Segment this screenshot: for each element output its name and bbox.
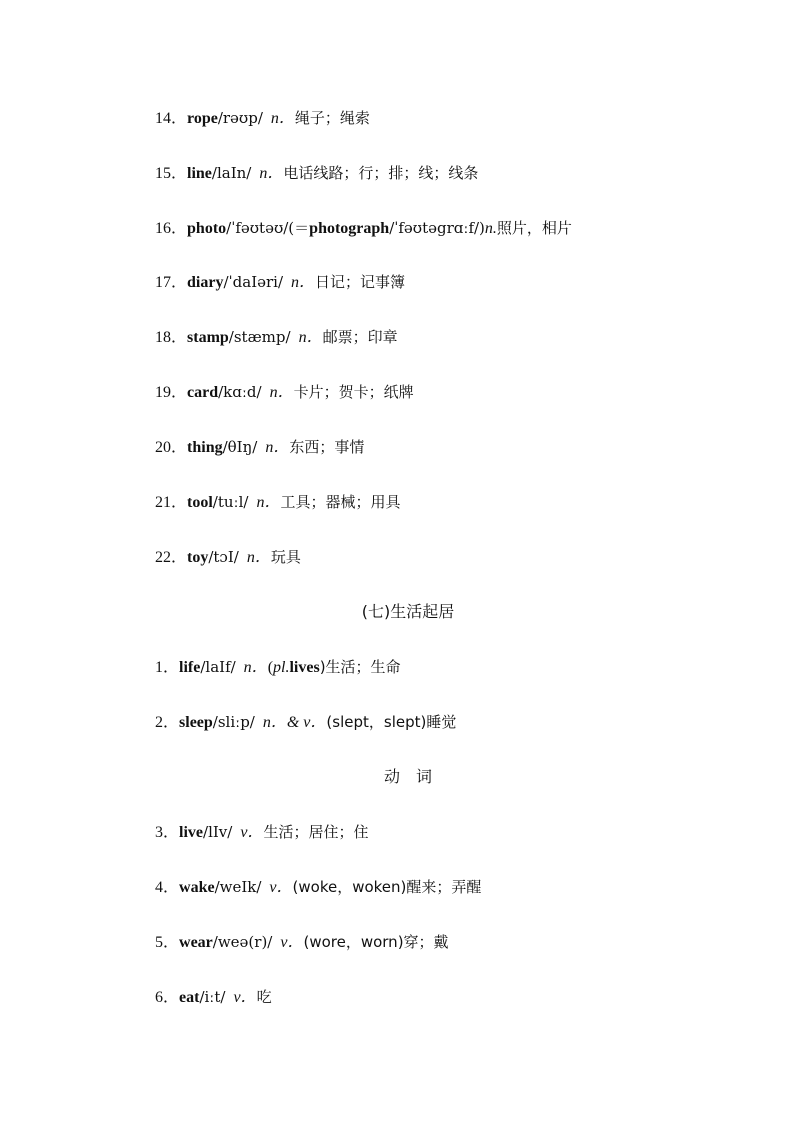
entry-number: 17． (155, 274, 188, 291)
entry-pos: n． (270, 110, 295, 127)
vocab-entry-wear (155, 930, 449, 954)
entry-phonetic: /weə(r)/ (212, 933, 273, 951)
entry-phonetic: /ˈfəʊtəʊ/(＝ (226, 219, 310, 237)
entry-meaning: 绳子；绳索 (294, 109, 370, 127)
entry-word: live (179, 824, 204, 841)
entry-number: 16． (155, 220, 188, 237)
vocab-entry-toy (155, 545, 301, 569)
entry-word: life (179, 659, 201, 676)
entry-phonetic: /ˈdaIəri/ (223, 273, 284, 291)
vocab-entry-stamp (155, 325, 398, 349)
vocab-entry-live (155, 820, 368, 844)
entry-phonetic-alt: /ˈfəʊtəgrɑːf/) (389, 219, 485, 237)
entry-number: 14． (155, 110, 188, 127)
entry-phonetic: /laIf/ (200, 658, 236, 676)
entry-phonetic: /stæmp/ (228, 328, 291, 346)
entry-pos: n． (256, 494, 281, 511)
entry-phonetic: /sliːp/ (212, 713, 255, 731)
entry-word: wear (179, 934, 213, 951)
entry-number: 4． (155, 879, 180, 896)
entry-meaning: 照片，相片 (496, 219, 572, 237)
vocab-entry-tool (155, 490, 400, 514)
entry-number: 15． (155, 165, 188, 182)
entry-number: 21． (155, 494, 188, 511)
entry-meaning: 吃 (256, 988, 272, 1006)
vocab-entry-sleep (155, 710, 456, 734)
entry-pos: n． (243, 659, 268, 676)
entry-word: toy (187, 549, 209, 566)
entry-meaning: 邮票；印章 (322, 328, 398, 346)
entry-meaning: (woke，woken)醒来；弄醒 (292, 878, 482, 896)
vocab-entry-life (155, 655, 401, 679)
entry-pos: n. (484, 220, 497, 237)
entry-phonetic: /weIk/ (214, 878, 262, 896)
entry-phonetic: /rəʊp/ (217, 109, 263, 127)
entry-meaning: (slept，slept)睡觉 (326, 713, 457, 731)
entry-phonetic: /lIv/ (203, 823, 233, 841)
entry-number: 22． (155, 549, 188, 566)
entry-number: 1． (155, 659, 180, 676)
entry-number: 3． (155, 824, 180, 841)
entry-pos: n． (246, 549, 271, 566)
entry-word: photo (187, 220, 227, 237)
subsection-heading: 动 词 (383, 767, 432, 786)
vocab-entry-thing (155, 435, 364, 459)
entry-pos: v． (280, 934, 304, 951)
entry-pos: n． (291, 274, 316, 291)
vocab-entry-line (155, 161, 478, 185)
entry-pos: n． (298, 329, 323, 346)
entry-word: thing (187, 439, 223, 456)
entry-meaning: 东西；事情 (289, 438, 365, 456)
entry-phonetic: /tuːl/ (212, 493, 249, 511)
vocab-entry-rope (155, 106, 370, 130)
entry-meaning: )生活；生命 (319, 658, 401, 676)
entry-pos: n． (269, 384, 294, 401)
entry-meaning: 电话线路；行；排；线；线条 (283, 164, 479, 182)
entry-word: stamp (187, 329, 229, 346)
entry-phonetic: /θIŋ/ (222, 438, 258, 456)
entry-number: 5． (155, 934, 180, 951)
entry-word: eat (179, 989, 200, 1006)
entry-word: sleep (179, 714, 213, 731)
entry-pos: n．& v． (262, 714, 327, 731)
entry-word: tool (187, 494, 213, 511)
entry-plural-abbr: pl. (273, 659, 290, 676)
entry-paren: ( (267, 659, 274, 676)
entry-pos: n． (265, 439, 290, 456)
entry-meaning: 日记；记事簿 (315, 273, 406, 291)
entry-word: card (187, 384, 219, 401)
vocab-entry-card (155, 380, 414, 404)
entry-meaning: 卡片；贺卡；纸牌 (293, 383, 414, 401)
entry-phonetic: /tɔI/ (208, 548, 239, 566)
entry-word: rope (187, 110, 218, 127)
entry-pos: n． (259, 165, 284, 182)
entry-phonetic: /laIn/ (211, 164, 252, 182)
entry-number: 6． (155, 989, 180, 1006)
entry-number: 20． (155, 439, 188, 456)
entry-meaning: 工具；器械；用具 (280, 493, 401, 511)
entry-word: diary (187, 274, 224, 291)
entry-meaning: 生活；居住；住 (263, 823, 369, 841)
entry-meaning: (wore，worn)穿；戴 (303, 933, 449, 951)
entry-number: 18． (155, 329, 188, 346)
vocab-entry-diary (155, 270, 405, 294)
entry-phonetic: /kɑːd/ (218, 383, 262, 401)
section-heading: (七)生活起居 (361, 602, 455, 621)
vocab-entry-wake (155, 875, 481, 899)
vocab-entry-eat (155, 985, 272, 1009)
entry-pos: v． (233, 989, 257, 1006)
entry-plural-word: lives (289, 659, 320, 676)
entry-number: 19． (155, 384, 188, 401)
entry-meaning: 玩具 (270, 548, 301, 566)
entry-phonetic: /iːt/ (199, 988, 226, 1006)
entry-word-alt: photograph (309, 220, 390, 237)
entry-number: 2． (155, 714, 180, 731)
entry-pos: v． (240, 824, 264, 841)
entry-word: wake (179, 879, 215, 896)
vocab-entry-photo (155, 216, 572, 240)
entry-word: line (187, 165, 212, 182)
entry-pos: v． (269, 879, 293, 896)
